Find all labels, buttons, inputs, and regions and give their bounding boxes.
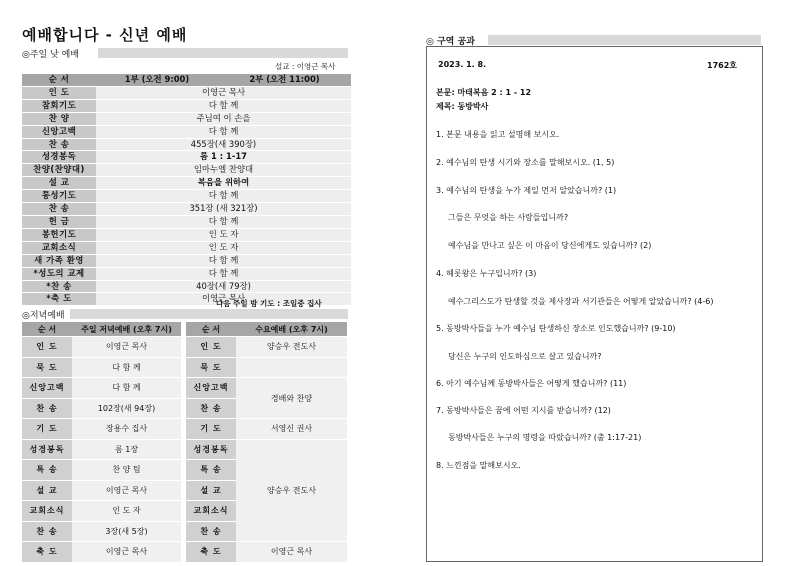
- order-value: 이영근 목사: [96, 293, 351, 306]
- order-value: 다 함 께: [96, 125, 351, 138]
- order-value: 다 함 께: [96, 190, 351, 203]
- table-row: [22, 357, 181, 378]
- study-question: 3. 예수님의 탄생을 누가 제일 먼저 알았습니까? (1): [436, 186, 617, 195]
- table-row: [186, 378, 347, 399]
- order-value: 롬 1 : 1-17: [96, 151, 351, 164]
- order-label: 찬 송: [186, 521, 236, 542]
- order-label: 신앙고백: [22, 378, 72, 399]
- study-question: 5. 동방박사들을 누가 예수님 탄생하신 장소로 인도했습니까? (9-10): [436, 324, 676, 333]
- order-label: 신앙고백: [22, 125, 96, 138]
- order-label: 성경봉독: [186, 439, 236, 460]
- table-row: [22, 86, 351, 99]
- order-label: *축 도: [22, 293, 96, 306]
- table-row: [22, 203, 351, 216]
- study-question: 동방박사들은 누구의 명령을 따랐습니까? (출 1:17-21): [448, 433, 642, 442]
- table-row: [186, 419, 347, 440]
- order-value: 다 함 께: [96, 254, 351, 267]
- order-label: 축 도: [186, 542, 236, 563]
- order-value: 이영근 목사: [72, 542, 181, 563]
- table-row: [22, 480, 181, 501]
- col-order: 순 서: [22, 74, 96, 86]
- order-value: 이영근 목사: [96, 86, 351, 99]
- scripture-text: 본문: 마태복음 2 : 1 - 12: [436, 88, 532, 97]
- order-value: 이영근 목사: [236, 542, 347, 563]
- order-label: 인 도: [22, 337, 72, 358]
- order-value: 인 도 자: [72, 501, 181, 522]
- table-row: [22, 215, 351, 228]
- table-row: [22, 542, 181, 563]
- order-label: 찬 송: [22, 138, 96, 151]
- order-value: 이영근 목사: [72, 480, 181, 501]
- heading-bar: [98, 48, 348, 58]
- order-label: 특 송: [186, 460, 236, 481]
- order-value: 경배와 찬양: [236, 378, 347, 419]
- order-label: 신앙고백: [186, 378, 236, 399]
- preacher-note: 설교 : 이영근 목사: [275, 62, 336, 71]
- next-prayer-note: 다음 주일 밤 기도 : 조일중 집사: [216, 299, 322, 308]
- table-row: [22, 125, 351, 138]
- order-value: 서영신 권사: [236, 419, 347, 440]
- order-label: *찬 송: [22, 280, 96, 293]
- col-second-service: 2부 (오전 11:00): [218, 74, 351, 86]
- col-first-service: 1부 (오전 9:00): [96, 74, 218, 86]
- table-row: [22, 164, 351, 177]
- order-value: 주님여 이 손을: [96, 112, 351, 125]
- study-question: 1. 본문 내용을 읽고 설명해 보시오.: [436, 130, 560, 139]
- order-label: 찬 송: [22, 398, 72, 419]
- table-row: [22, 151, 351, 164]
- order-value: 3장(새 5장): [72, 521, 181, 542]
- table-header: [186, 322, 347, 337]
- study-question: 예수님을 만나고 싶은 이 마음이 당신에게도 있습니까? (2): [448, 241, 652, 250]
- table-row: [22, 190, 351, 203]
- table-header: [22, 322, 181, 337]
- table-row: [22, 460, 181, 481]
- col-order: 순 서: [22, 322, 72, 337]
- table-row: [22, 378, 181, 399]
- order-value-empty: [236, 357, 347, 378]
- table-row: [22, 228, 351, 241]
- morning-heading: ◎주일 낮 예배: [22, 50, 80, 60]
- col-sunday-evening: 주일 저녁예배 (오후 7시): [72, 322, 181, 337]
- table-row: [22, 521, 181, 542]
- order-value: 다 함 께: [72, 357, 181, 378]
- order-label: 헌 금: [22, 215, 96, 228]
- study-date: 2023. 1. 8.: [438, 60, 487, 69]
- table-row: [186, 357, 347, 378]
- heading-bar: [70, 309, 348, 319]
- table-row: [22, 177, 351, 190]
- table-row: [22, 241, 351, 254]
- order-label: 성경봉독: [22, 151, 96, 164]
- table-row: [186, 337, 347, 358]
- order-label: 특 송: [22, 460, 72, 481]
- order-label: 묵 도: [22, 357, 72, 378]
- heading-bar: [488, 35, 761, 45]
- issue-number: 1762호: [707, 61, 737, 70]
- study-question: 6. 아기 예수님께 동방박사들은 어떻게 했습니까? (11): [436, 379, 627, 388]
- order-value: 다 함 께: [96, 99, 351, 112]
- order-label: 묵 도: [186, 357, 236, 378]
- order-label: 새 가족 환영: [22, 254, 96, 267]
- order-label: 인 도: [186, 337, 236, 358]
- table-row: [22, 337, 181, 358]
- table-row: [22, 112, 351, 125]
- study-question: 예수그리스도가 탄생할 것을 제사장과 서기관들은 어떻게 알았습니까? (4-6): [448, 297, 714, 306]
- study-heading: ◎ 구역 공과: [426, 37, 475, 47]
- sunday-evening-table: [22, 322, 181, 563]
- evening-heading: ◎저녁예배: [22, 311, 65, 321]
- order-value: 다 함 께: [96, 267, 351, 280]
- order-value: 이영근 목사: [72, 337, 181, 358]
- order-label: 봉헌기도: [22, 228, 96, 241]
- order-label: 찬 양: [22, 112, 96, 125]
- order-label: 참회기도: [22, 99, 96, 112]
- order-value: 찬 양 팀: [72, 460, 181, 481]
- table-row: [22, 280, 351, 293]
- order-value: 장용수 집사: [72, 419, 181, 440]
- order-label: 축 도: [22, 542, 72, 563]
- order-value: 인 도 자: [96, 228, 351, 241]
- order-value: 다 함 께: [96, 215, 351, 228]
- order-label: 설 교: [22, 480, 72, 501]
- order-value: 351장 (새 321장): [96, 203, 351, 216]
- order-value: 102장(새 94장): [72, 398, 181, 419]
- table-row: [22, 99, 351, 112]
- study-question: 2. 예수님의 탄생 시기와 장소를 말해보시오. (1, 5): [436, 158, 615, 167]
- order-label: 설 교: [186, 480, 236, 501]
- page-title: 예배합니다 - 신년 예배: [22, 26, 188, 44]
- table-row: [22, 419, 181, 440]
- order-value: 임마누엘 찬양대: [96, 164, 351, 177]
- study-question: 4. 헤롯왕은 누구입니까? (3): [436, 269, 537, 278]
- table-header: [22, 74, 351, 86]
- order-label: *성도의 교제: [22, 267, 96, 280]
- table-row: [22, 501, 181, 522]
- study-question: 당신은 누구의 인도하심으로 살고 있습니까?: [448, 352, 602, 361]
- morning-service-table: [22, 74, 351, 306]
- table-row: [22, 439, 181, 460]
- order-value: 양승우 전도사: [236, 439, 347, 542]
- order-label: 설 교: [22, 177, 96, 190]
- col-wednesday: 수요예배 (오후 7시): [236, 322, 347, 337]
- table-row: [22, 267, 351, 280]
- order-label: 찬양(찬양대): [22, 164, 96, 177]
- wednesday-service-table: [186, 322, 347, 563]
- table-row: [186, 439, 347, 460]
- study-question: 8. 느낀점을 말해보시오.: [436, 461, 521, 470]
- order-label: 찬 송: [22, 203, 96, 216]
- order-value: 40장(새 79장): [96, 280, 351, 293]
- order-value: 455장(새 390장): [96, 138, 351, 151]
- table-row: [186, 542, 347, 563]
- order-label: 기 도: [186, 419, 236, 440]
- order-value: 인 도 자: [96, 241, 351, 254]
- order-label: 찬 송: [22, 521, 72, 542]
- order-value: 양승우 전도사: [236, 337, 347, 358]
- study-subject: 제목: 동방박사: [436, 102, 489, 111]
- order-label: 교회소식: [22, 241, 96, 254]
- order-label: 기 도: [22, 419, 72, 440]
- order-label: 교회소식: [22, 501, 72, 522]
- order-label: 찬 송: [186, 398, 236, 419]
- table-row: [22, 254, 351, 267]
- order-label: 성경봉독: [22, 439, 72, 460]
- order-value: 복음을 위하여: [96, 177, 351, 190]
- table-row: [22, 398, 181, 419]
- table-row: [22, 138, 351, 151]
- order-label: 인 도: [22, 86, 96, 99]
- order-label: 교회소식: [186, 501, 236, 522]
- order-label: 통성기도: [22, 190, 96, 203]
- col-order: 순 서: [186, 322, 236, 337]
- order-value: 다 함 께: [72, 378, 181, 399]
- order-value: 롬 1장: [72, 439, 181, 460]
- study-question: 7. 동방박사들은 꿈에 어떤 지시를 받습니까? (12): [436, 406, 611, 415]
- study-question: 그들은 무엇을 하는 사람들입니까?: [448, 213, 569, 222]
